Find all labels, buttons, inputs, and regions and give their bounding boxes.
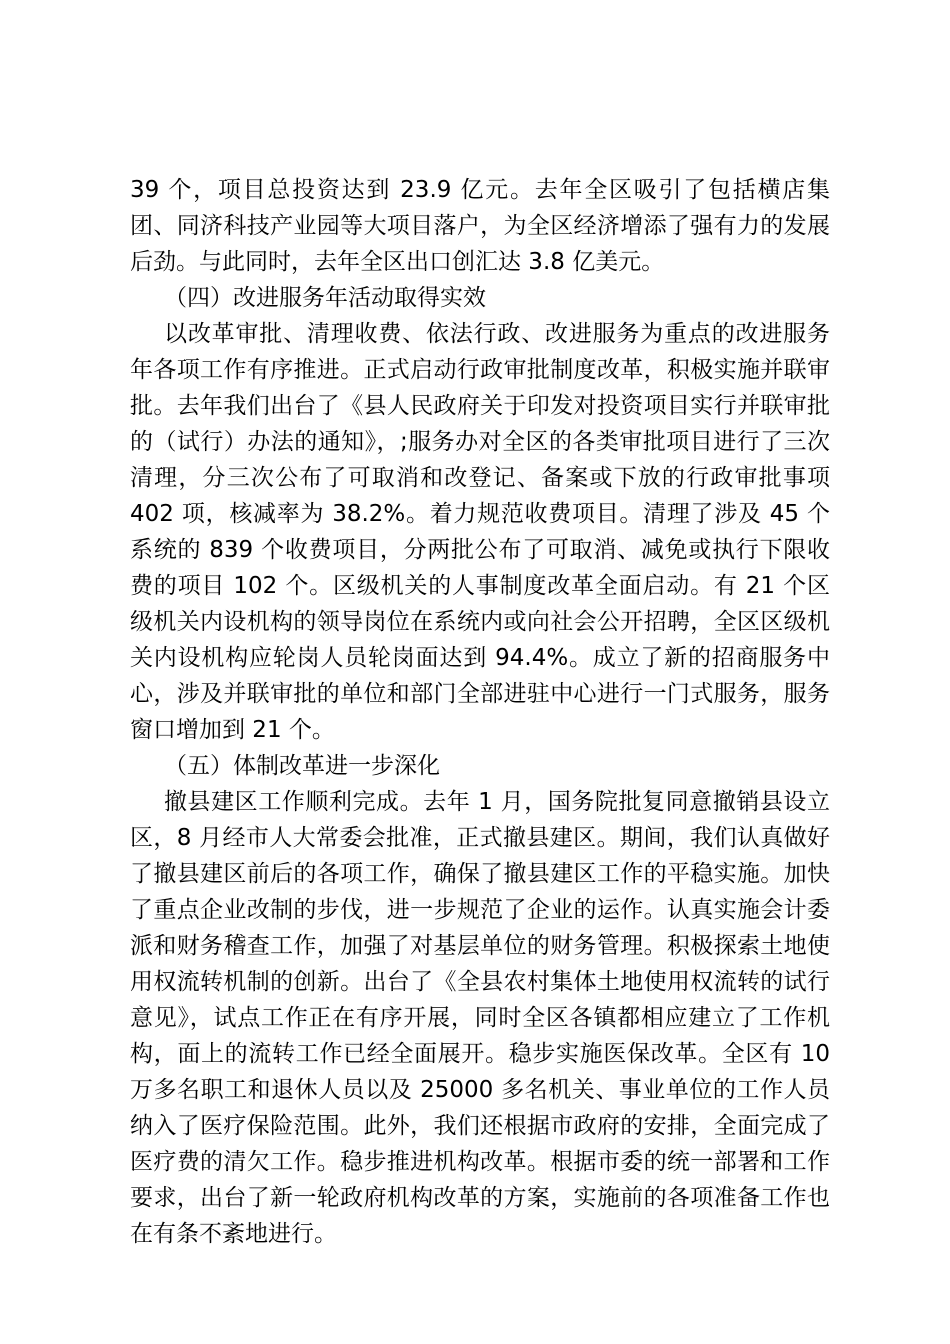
section-heading-4: （四）改进服务年活动取得实效 xyxy=(164,285,486,311)
paragraph-section-5: 撤县建区工作顺利完成。去年 1 月，国务院批复同意撤销县设立区，8 月经市人大常委会批准，正式撤县建区。期间，我们认真做好了撤县建区前后的各项工作，确保了撤县建区工作的平稳实施。加快了重点企业改制的步伐，进一步规范了企业的运作。认真实施会计委派和财务稽查工作，加强了对基层单位的财务管理。积极探索土地使用权流转机制的创新。出台了《全县农村集体土地使用权流转的试行意见》，试点工作正在有序开展，同时全区各镇都相应建立了工作机构，面上的流转工作已经全面展开。稳步实施医保改革。全区有 10 万多名职工和退休人员以及 25000 多名机关、事业单位的工作人员纳入了医疗保险范围。此外，我们还根据市政府的安排，全面完成了医疗费的清欠工作。稳步推进机构改革。根据市委的统一部署和工作要求，出台了新一轮政府机构改革的方案，实施前的各项准备工作也在有条不紊地进行。 xyxy=(130,789,830,1247)
paragraph-section-4: 以改革审批、清理收费、依法行政、改进服务为重点的改进服务年各项工作有序推进。正式启动行政审批制度改革，积极实施并联审批。去年我们出台了《县人民政府关于印发对投资项目实行并联审批的（试行）办法的通知》，;服务办对全区的各类审批项目进行了三次清理，分三次公布了可取消和改登记、备案或下放的行政审批事项 402 项，核减率为 38.2%。着力规范收费项目。清理了涉及 45 个系统的 839 个收费项目，分两批公布了可取消、减免或执行下限收费的项目 102 个。区级机关的人事制度改革全面启动。有 21 个区级机关内设机构的领导岗位在系统内或向社会公开招聘，全区区级机关内设机构应轮岗人员轮岗面达到 94.4%。成立了新的招商服务中心，涉及并联审批的单位和部门全部进驻中心进行一门式服务，服务窗口增加到 21 个。 xyxy=(130,321,830,743)
paragraph-continued: 39 个，项目总投资达到 23.9 亿元。去年全区吸引了包括横店集团、同济科技产业园等大项目落户，为全区经济增添了强有力的发展后劲。与此同时，去年全区出口创汇达 3.8 亿美元。 xyxy=(130,177,830,275)
section-heading-5: （五）体制改革进一步深化 xyxy=(164,753,440,779)
document-page xyxy=(130,172,830,1252)
